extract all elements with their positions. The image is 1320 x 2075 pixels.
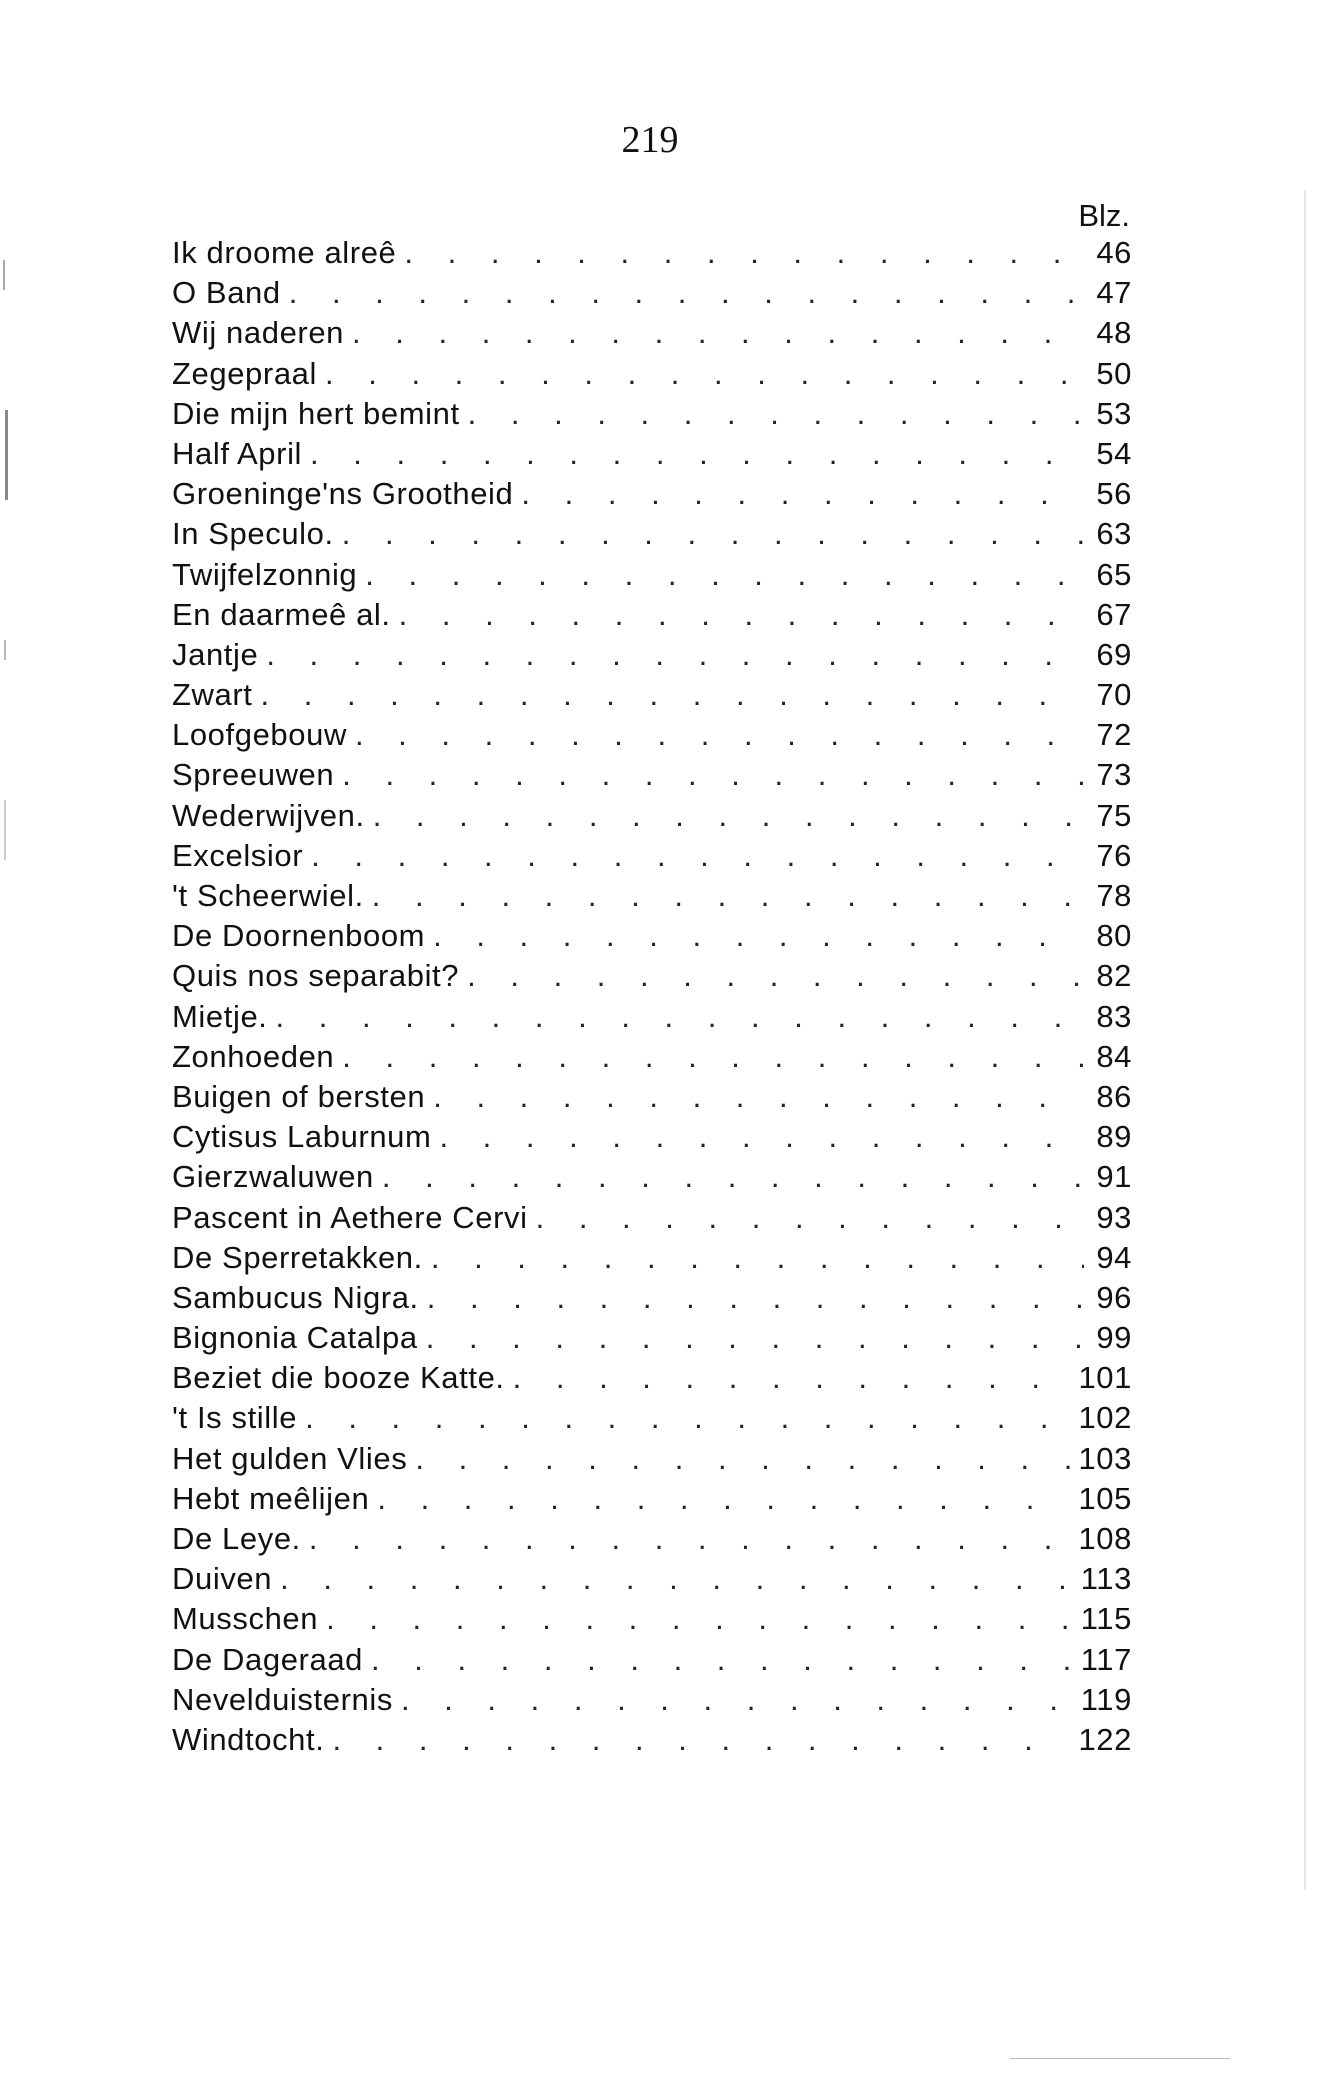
toc-entry-title: Groeninge'ns Grootheid: [172, 476, 514, 512]
toc-entry-page: 54: [1096, 435, 1132, 471]
toc-entry-title: Twijfelzonnig: [172, 556, 358, 592]
toc-leader-dots: [371, 1642, 1073, 1678]
toc-entry: [172, 1682, 1132, 1722]
toc-entry-page: 48: [1096, 315, 1132, 351]
scan-edge-mark: [5, 410, 8, 500]
toc-entry: [172, 1119, 1132, 1159]
toc-leader-dots: [276, 999, 1084, 1035]
toc-entry: [172, 1481, 1132, 1521]
toc-leader-dots: [431, 1240, 1084, 1276]
toc-entry: [172, 1200, 1132, 1240]
toc-entry-title: Musschen: [172, 1601, 319, 1637]
toc-entry-title: Bignonia Catalpa: [172, 1320, 418, 1356]
toc-entry-title: Half April: [172, 435, 303, 471]
toc-leader-dots: [355, 717, 1084, 753]
toc-entry: [172, 878, 1132, 918]
toc-entry-page: 119: [1080, 1681, 1132, 1717]
toc-entry-page: 117: [1080, 1641, 1132, 1677]
toc-leader-dots: [280, 1561, 1073, 1597]
toc-entry: [172, 1441, 1132, 1481]
toc-leader-dots: [536, 1200, 1084, 1236]
toc-leader-dots: [433, 918, 1084, 954]
toc-entry-title: Die mijn hert bemint: [172, 395, 460, 431]
toc-entry: [172, 1601, 1132, 1641]
toc-entry-title: Spreeuwen: [172, 757, 335, 793]
toc-entry-title: 't Is stille: [172, 1400, 298, 1436]
toc-entry-title: Excelsior: [172, 837, 304, 873]
toc-entry-title: Wij naderen: [172, 315, 345, 351]
toc-leader-dots: [513, 1360, 1071, 1396]
toc-leader-dots: [427, 1280, 1084, 1316]
toc-entry: [172, 1722, 1132, 1762]
toc-entry-page: 99: [1096, 1320, 1132, 1356]
toc-entry: [172, 1320, 1132, 1360]
toc-entry-page: 105: [1078, 1480, 1132, 1516]
toc-entry-page: 78: [1096, 878, 1132, 913]
toc-leader-dots: [404, 235, 1084, 271]
toc-entry-title: Nevelduisternis: [172, 1681, 393, 1717]
toc-leader-dots: [326, 1601, 1073, 1637]
page-column-header: Blz.: [1078, 198, 1130, 233]
toc-entry-page: 89: [1096, 1119, 1132, 1155]
toc-entry-page: 63: [1096, 516, 1132, 552]
toc-entry-page: 47: [1096, 275, 1132, 311]
toc-leader-dots: [401, 1682, 1073, 1718]
toc-leader-dots: [309, 1521, 1071, 1557]
toc-leader-dots: [439, 1119, 1084, 1155]
toc-leader-dots: [377, 1481, 1070, 1517]
toc-entry-title: De Sperretakken.: [172, 1239, 423, 1275]
toc-entry: [172, 958, 1132, 998]
toc-entry-title: Zegepraal: [172, 355, 317, 391]
toc-entry-title: Loofgebouw: [172, 717, 347, 753]
toc-entry-title: Duiven: [172, 1561, 273, 1597]
toc-entry-title: Zwart: [172, 677, 253, 713]
toc-entry-title: De Dageraad: [172, 1641, 363, 1677]
toc-entry-page: 65: [1096, 556, 1132, 592]
scan-edge-mark: [3, 260, 5, 290]
toc-entry-title: Mietje.: [172, 998, 268, 1034]
scan-edge-mark: [1304, 190, 1306, 1890]
toc-entry: [172, 1159, 1132, 1199]
toc-entry-page: 82: [1096, 958, 1132, 994]
toc-entry-page: 113: [1080, 1561, 1132, 1597]
toc-entry-page: 50: [1096, 355, 1132, 391]
toc-entry: [172, 1240, 1132, 1280]
toc-entry-page: 56: [1096, 476, 1132, 512]
toc-entry-title: Windtocht.: [172, 1721, 325, 1757]
toc-entry-page: 115: [1080, 1601, 1132, 1637]
toc-entry-title: Gierzwaluwen: [172, 1159, 374, 1195]
toc-entry-title: 't Scheerwiel.: [172, 878, 364, 913]
toc-entry-page: 72: [1096, 717, 1132, 753]
scan-edge-mark: [4, 640, 6, 660]
toc-entry-page: 46: [1096, 235, 1132, 270]
toc-entry-title: En daarmeê al.: [172, 596, 391, 632]
toc-entry: [172, 838, 1132, 878]
toc-entry: [172, 315, 1132, 355]
toc-entry-title: Quis nos separabit?: [172, 958, 460, 994]
toc-leader-dots: [433, 1079, 1084, 1115]
toc-entry-page: 69: [1096, 636, 1132, 672]
toc-leader-dots: [372, 878, 1084, 914]
toc-leader-dots: [261, 677, 1085, 713]
toc-entry-title: Cytisus Laburnum: [172, 1119, 432, 1155]
toc-entry-title: Het gulden Vlies: [172, 1440, 408, 1476]
toc-entry-title: Wederwijven.: [172, 797, 365, 833]
toc-leader-dots: [325, 356, 1084, 392]
toc-leader-dots: [373, 798, 1084, 834]
toc-entry: [172, 637, 1132, 677]
toc-entry: [172, 1400, 1132, 1440]
toc-entry-page: 53: [1096, 395, 1132, 431]
toc-entry: [172, 396, 1132, 436]
toc-entry-title: Sambucus Nigra.: [172, 1279, 419, 1315]
toc-entry-page: 73: [1096, 757, 1132, 793]
toc-leader-dots: [310, 436, 1084, 472]
toc-entry-page: 122: [1078, 1721, 1132, 1757]
toc-entry-page: 76: [1096, 837, 1132, 873]
toc-entry: [172, 235, 1132, 275]
toc-leader-dots: [399, 597, 1084, 633]
toc-entry-title: O Band: [172, 275, 281, 311]
toc-entry-title: Jantje: [172, 636, 259, 672]
toc-leader-dots: [342, 1039, 1084, 1075]
toc-leader-dots: [266, 637, 1084, 673]
toc-entry: [172, 1280, 1132, 1320]
toc-entry-title: Zonhoeden: [172, 1038, 335, 1074]
page-number: 219: [621, 119, 679, 161]
toc-leader-dots: [311, 838, 1084, 874]
toc-entry-title: Ik droome alreê: [172, 235, 397, 270]
toc-entry: [172, 1079, 1132, 1119]
toc-entry: [172, 1561, 1132, 1601]
toc-entry-title: Buigen of bersten: [172, 1078, 426, 1114]
toc-entry-page: 83: [1096, 998, 1132, 1034]
toc-leader-dots: [365, 557, 1084, 593]
toc-entry: [172, 516, 1132, 556]
toc-leader-dots: [467, 958, 1084, 994]
toc-entry-title: In Speculo.: [172, 516, 334, 552]
toc-entry-page: 94: [1096, 1239, 1132, 1275]
scan-edge-mark: [1010, 2058, 1230, 2059]
toc-entry: [172, 597, 1132, 637]
toc-entry-page: 103: [1078, 1440, 1132, 1476]
toc-entry: [172, 757, 1132, 797]
toc-entry-page: 70: [1096, 677, 1132, 713]
toc-entry: [172, 476, 1132, 516]
toc-entry-page: 91: [1096, 1159, 1132, 1195]
toc-entry: [172, 436, 1132, 476]
toc-leader-dots: [426, 1320, 1084, 1356]
toc-entry: [172, 557, 1132, 597]
scan-edge-mark: [4, 800, 6, 860]
toc-entry: [172, 275, 1132, 315]
toc-leader-dots: [468, 396, 1084, 432]
toc-leader-dots: [352, 315, 1084, 351]
toc-leader-dots: [332, 1722, 1070, 1758]
toc-entry-title: De Doornenboom: [172, 918, 426, 954]
toc-entry: [172, 1521, 1132, 1561]
toc-leader-dots: [342, 757, 1084, 793]
toc-entry-page: 102: [1078, 1400, 1132, 1436]
toc-leader-dots: [342, 516, 1084, 552]
toc-entry-title: Hebt meêlijen: [172, 1480, 370, 1516]
toc-leader-dots: [382, 1159, 1084, 1195]
toc-entry: [172, 356, 1132, 396]
toc-leader-dots: [305, 1400, 1070, 1436]
toc-entry: [172, 798, 1132, 838]
table-of-contents: [172, 235, 1132, 1762]
toc-entry-title: Pascent in Aethere Cervi: [172, 1199, 528, 1235]
toc-entry-page: 96: [1096, 1279, 1132, 1315]
toc-entry: [172, 1360, 1132, 1400]
toc-entry-title: Beziet die booze Katte.: [172, 1360, 505, 1396]
toc-entry-page: 101: [1078, 1360, 1132, 1396]
toc-entry-page: 75: [1096, 797, 1132, 833]
toc-entry: [172, 717, 1132, 757]
toc-leader-dots: [289, 275, 1084, 311]
toc-entry-page: 84: [1096, 1038, 1132, 1074]
toc-entry-page: 86: [1096, 1078, 1132, 1114]
toc-entry: [172, 1642, 1132, 1682]
toc-entry: [172, 1039, 1132, 1079]
toc-leader-dots: [415, 1441, 1070, 1477]
toc-entry-page: 80: [1096, 918, 1132, 954]
toc-entry-page: 67: [1096, 596, 1132, 632]
toc-entry-title: De Leye.: [172, 1521, 301, 1556]
toc-entry-page: 108: [1078, 1521, 1132, 1556]
toc-entry: [172, 918, 1132, 958]
toc-entry-page: 93: [1096, 1199, 1132, 1235]
toc-leader-dots: [521, 476, 1084, 512]
toc-entry: [172, 677, 1132, 717]
toc-entry: [172, 999, 1132, 1039]
